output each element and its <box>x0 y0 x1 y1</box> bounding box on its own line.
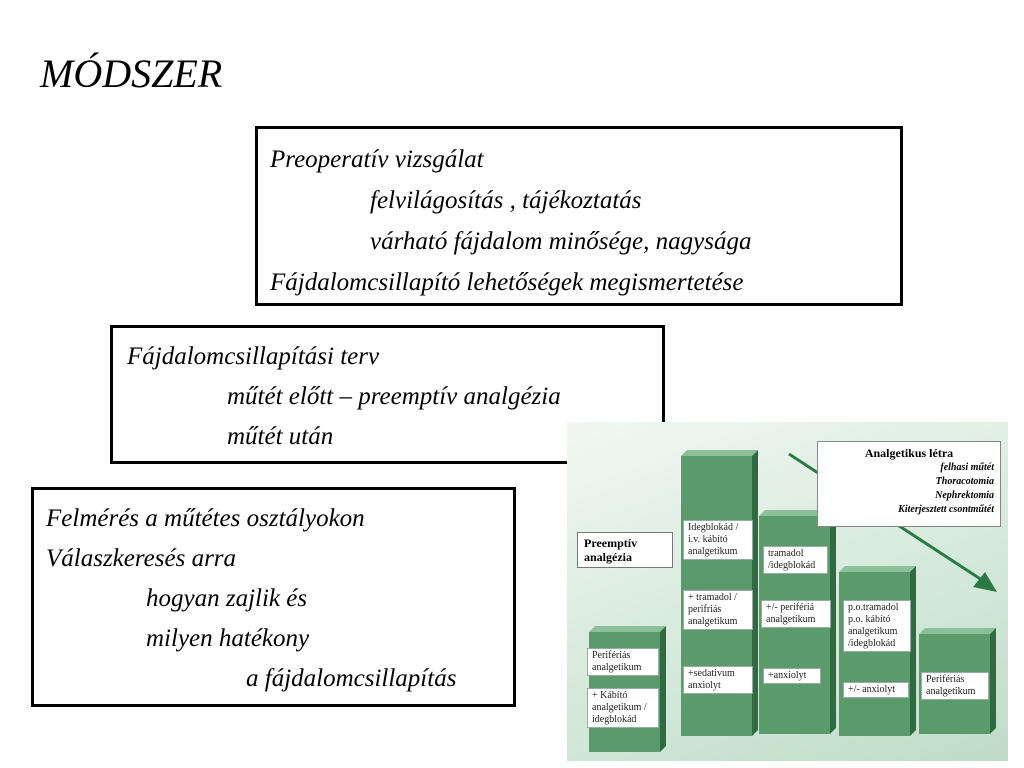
col3-label-1: tramadol /idegblokád <box>763 546 828 574</box>
box2-line-3: műtét után <box>227 423 334 450</box>
box1-line-3: várható fájdalom minősége, nagysága <box>370 228 752 255</box>
bar-2-top <box>681 450 758 456</box>
preoperative-box <box>255 126 903 306</box>
survey-box <box>31 487 516 707</box>
legend-item-1: felhasi műtét <box>940 462 994 473</box>
legend-item-4: Kiterjesztett csontműtét <box>898 504 994 515</box>
bar-1-top <box>589 626 666 632</box>
legend-title: Analgetikus létra <box>864 446 954 460</box>
legend-item-3: Nephrektomia <box>935 490 994 501</box>
box1-line-4: Fájdalomcsillapító lehetőségek megismertetése <box>270 269 744 296</box>
bar-1-side <box>660 626 666 752</box>
col1-label-1: Perifériás analgetikum <box>587 648 659 676</box>
bar-5-top <box>919 628 996 634</box>
box3-line-3: hogyan zajlik és <box>146 585 308 612</box>
col4-label-1: p.o.tramadol p.o. kábító analgetikum /idegblokád <box>843 600 911 652</box>
box2-line-1: Fájdalomcsillapítási terv <box>127 343 380 370</box>
box1-line-1: Preoperatív vizsgálat <box>270 146 484 173</box>
col4-label-2: +/- anxiolyt <box>843 682 909 698</box>
bar-5-side <box>990 628 996 734</box>
col2-label-2: + tramadol / perifriás analgetikum <box>683 590 753 630</box>
col1-label-2: + Kábító analgetikum / idegblokád <box>587 688 659 728</box>
box3-line-4: milyen hatékony <box>146 625 310 652</box>
col5-label-1: Perifériás analgetikum <box>921 672 989 700</box>
legend-item-2: Thoracotomia <box>935 476 994 487</box>
box3-line-1: Felmérés a műtétes osztályokon <box>46 505 365 532</box>
box2-line-2: műtét előtt – preemptív analgézia <box>227 383 561 410</box>
analgesic-ladder-diagram <box>567 422 1008 761</box>
ladder-legend <box>817 441 1001 527</box>
col3-label-3: +anxiolyt <box>763 668 821 684</box>
col2-label-1: Idegblokád / i.v. kábító analgetikum <box>683 520 753 560</box>
box3-line-2: Válaszkeresés arra <box>46 545 237 572</box>
bar-4-top <box>839 566 916 572</box>
col2-label-3: +sedativum anxiolyt <box>683 666 753 694</box>
box1-line-2: felvilágosítás , tájékoztatás <box>370 187 642 214</box>
page-title: MÓDSZER <box>40 51 223 96</box>
preemptive-label: Preemptív analgézia <box>577 532 673 568</box>
box3-line-5: a fájdalomcsillapítás <box>246 665 457 692</box>
col3-label-2: +/- perifériá analgetikum <box>761 600 831 628</box>
bar-4 <box>839 572 910 736</box>
